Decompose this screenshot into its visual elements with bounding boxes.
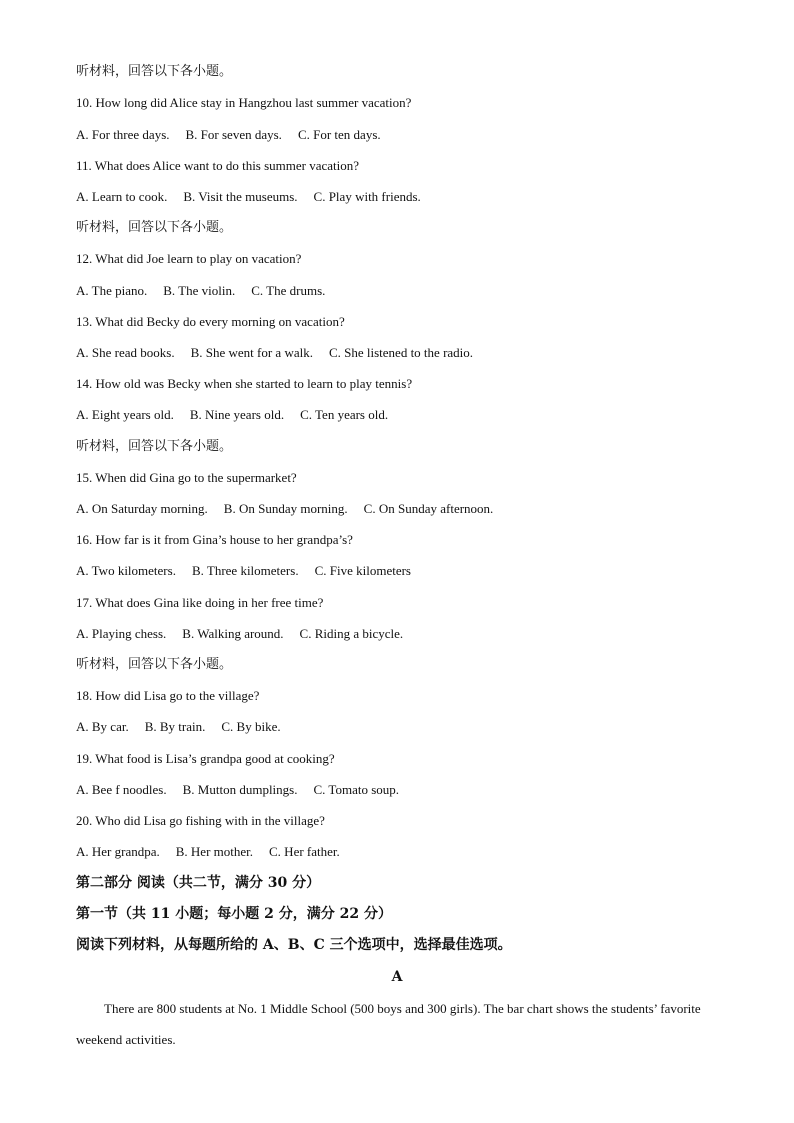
options-15 xyxy=(76,501,509,517)
option-a: A. She read books. xyxy=(76,345,175,360)
passage-text: There are 800 students at No. 1 Middle School (500 boys and 300 girls). The bar chart shows the students’ favorite weekend activities. xyxy=(76,1001,701,1047)
section-heading: 听材料，回答以下各小题。 xyxy=(76,64,233,79)
option-b: B. On Sunday morning. xyxy=(223,501,348,516)
option-b: B. Mutton dumplings. xyxy=(182,782,298,797)
option-c: C. Five kilometers xyxy=(314,563,411,578)
options-17 xyxy=(76,626,419,642)
option-a: A. Eight years old. xyxy=(76,407,174,422)
question-20: 20. Who did Lisa go fishing with in the village? xyxy=(76,813,325,828)
options-16 xyxy=(76,563,427,579)
options-12 xyxy=(76,283,341,299)
options-10 xyxy=(76,127,397,143)
option-b: B. Her mother. xyxy=(175,844,254,859)
part2-title: 第二部分 阅读（共二节，满分 30 分） xyxy=(76,875,321,891)
option-a: A. Learn to cook. xyxy=(76,189,168,204)
question-18: 18. How did Lisa go to the village? xyxy=(76,688,260,703)
option-c: C. Her father. xyxy=(269,844,340,859)
option-a: A. By car. xyxy=(76,719,129,734)
option-a: A. Bee f noodles. xyxy=(76,782,167,797)
option-a: A. Two kilometers. xyxy=(76,563,176,578)
question-15: 15. When did Gina go to the supermarket? xyxy=(76,470,297,485)
option-b: B. For seven days. xyxy=(185,127,282,142)
option-b: B. Visit the museums. xyxy=(183,189,298,204)
option-b: B. Nine years old. xyxy=(189,407,285,422)
options-11 xyxy=(76,189,437,205)
section-heading: 听材料，回答以下各小题。 xyxy=(76,220,233,235)
option-a: A. Her grandpa. xyxy=(76,844,160,859)
question-14: 14. How old was Becky when she started to learn to play tennis? xyxy=(76,376,413,391)
option-c: C. By bike. xyxy=(221,719,281,734)
option-c: C. Ten years old. xyxy=(300,407,389,422)
option-b: B. She went for a walk. xyxy=(190,345,313,360)
question-10: 10. How long did Alice stay in Hangzhou last summer vacation? xyxy=(76,95,412,110)
part2-section1: 第一节（共 11 小题；每小题 2 分，满分 22 分） xyxy=(76,906,392,922)
option-c: C. Play with friends. xyxy=(313,189,421,204)
options-19 xyxy=(76,782,415,798)
question-11: 11. What does Alice want to do this summer vacation? xyxy=(76,158,360,173)
option-b: B. Walking around. xyxy=(182,626,284,641)
options-20 xyxy=(76,844,356,860)
section-heading: 听材料，回答以下各小题。 xyxy=(76,657,233,672)
question-12: 12. What did Joe learn to play on vacation? xyxy=(76,251,302,266)
options-13 xyxy=(76,345,489,361)
option-c: C. Riding a bicycle. xyxy=(299,626,404,641)
option-c: C. The drums. xyxy=(251,283,326,298)
question-17: 17. What does Gina like doing in her free time? xyxy=(76,595,324,610)
question-19: 19. What food is Lisa’s grandpa good at cooking? xyxy=(76,751,335,766)
option-a: A. The piano. xyxy=(76,283,148,298)
option-b: B. Three kilometers. xyxy=(191,563,299,578)
section-heading: 听材料，回答以下各小题。 xyxy=(76,439,233,454)
option-a: A. Playing chess. xyxy=(76,626,167,641)
options-14 xyxy=(76,407,404,423)
options-18 xyxy=(76,719,297,735)
option-c: C. Tomato soup. xyxy=(313,782,400,797)
option-b: B. The violin. xyxy=(163,283,236,298)
option-c: C. On Sunday afternoon. xyxy=(363,501,494,516)
question-13: 13. What did Becky do every morning on vacation? xyxy=(76,314,345,329)
option-c: C. For ten days. xyxy=(297,127,381,142)
option-b: B. By train. xyxy=(144,719,206,734)
part2-instruction: 阅读下列材料，从每题所给的 A、B、C 三个选项中，选择最佳选项。 xyxy=(76,937,512,953)
question-16: 16. How far is it from Gina’s house to her grandpa’s? xyxy=(76,532,353,547)
option-a: A. For three days. xyxy=(76,127,170,142)
passage-label: A xyxy=(391,969,403,985)
option-a: A. On Saturday morning. xyxy=(76,501,208,516)
option-c: C. She listened to the radio. xyxy=(328,345,474,360)
